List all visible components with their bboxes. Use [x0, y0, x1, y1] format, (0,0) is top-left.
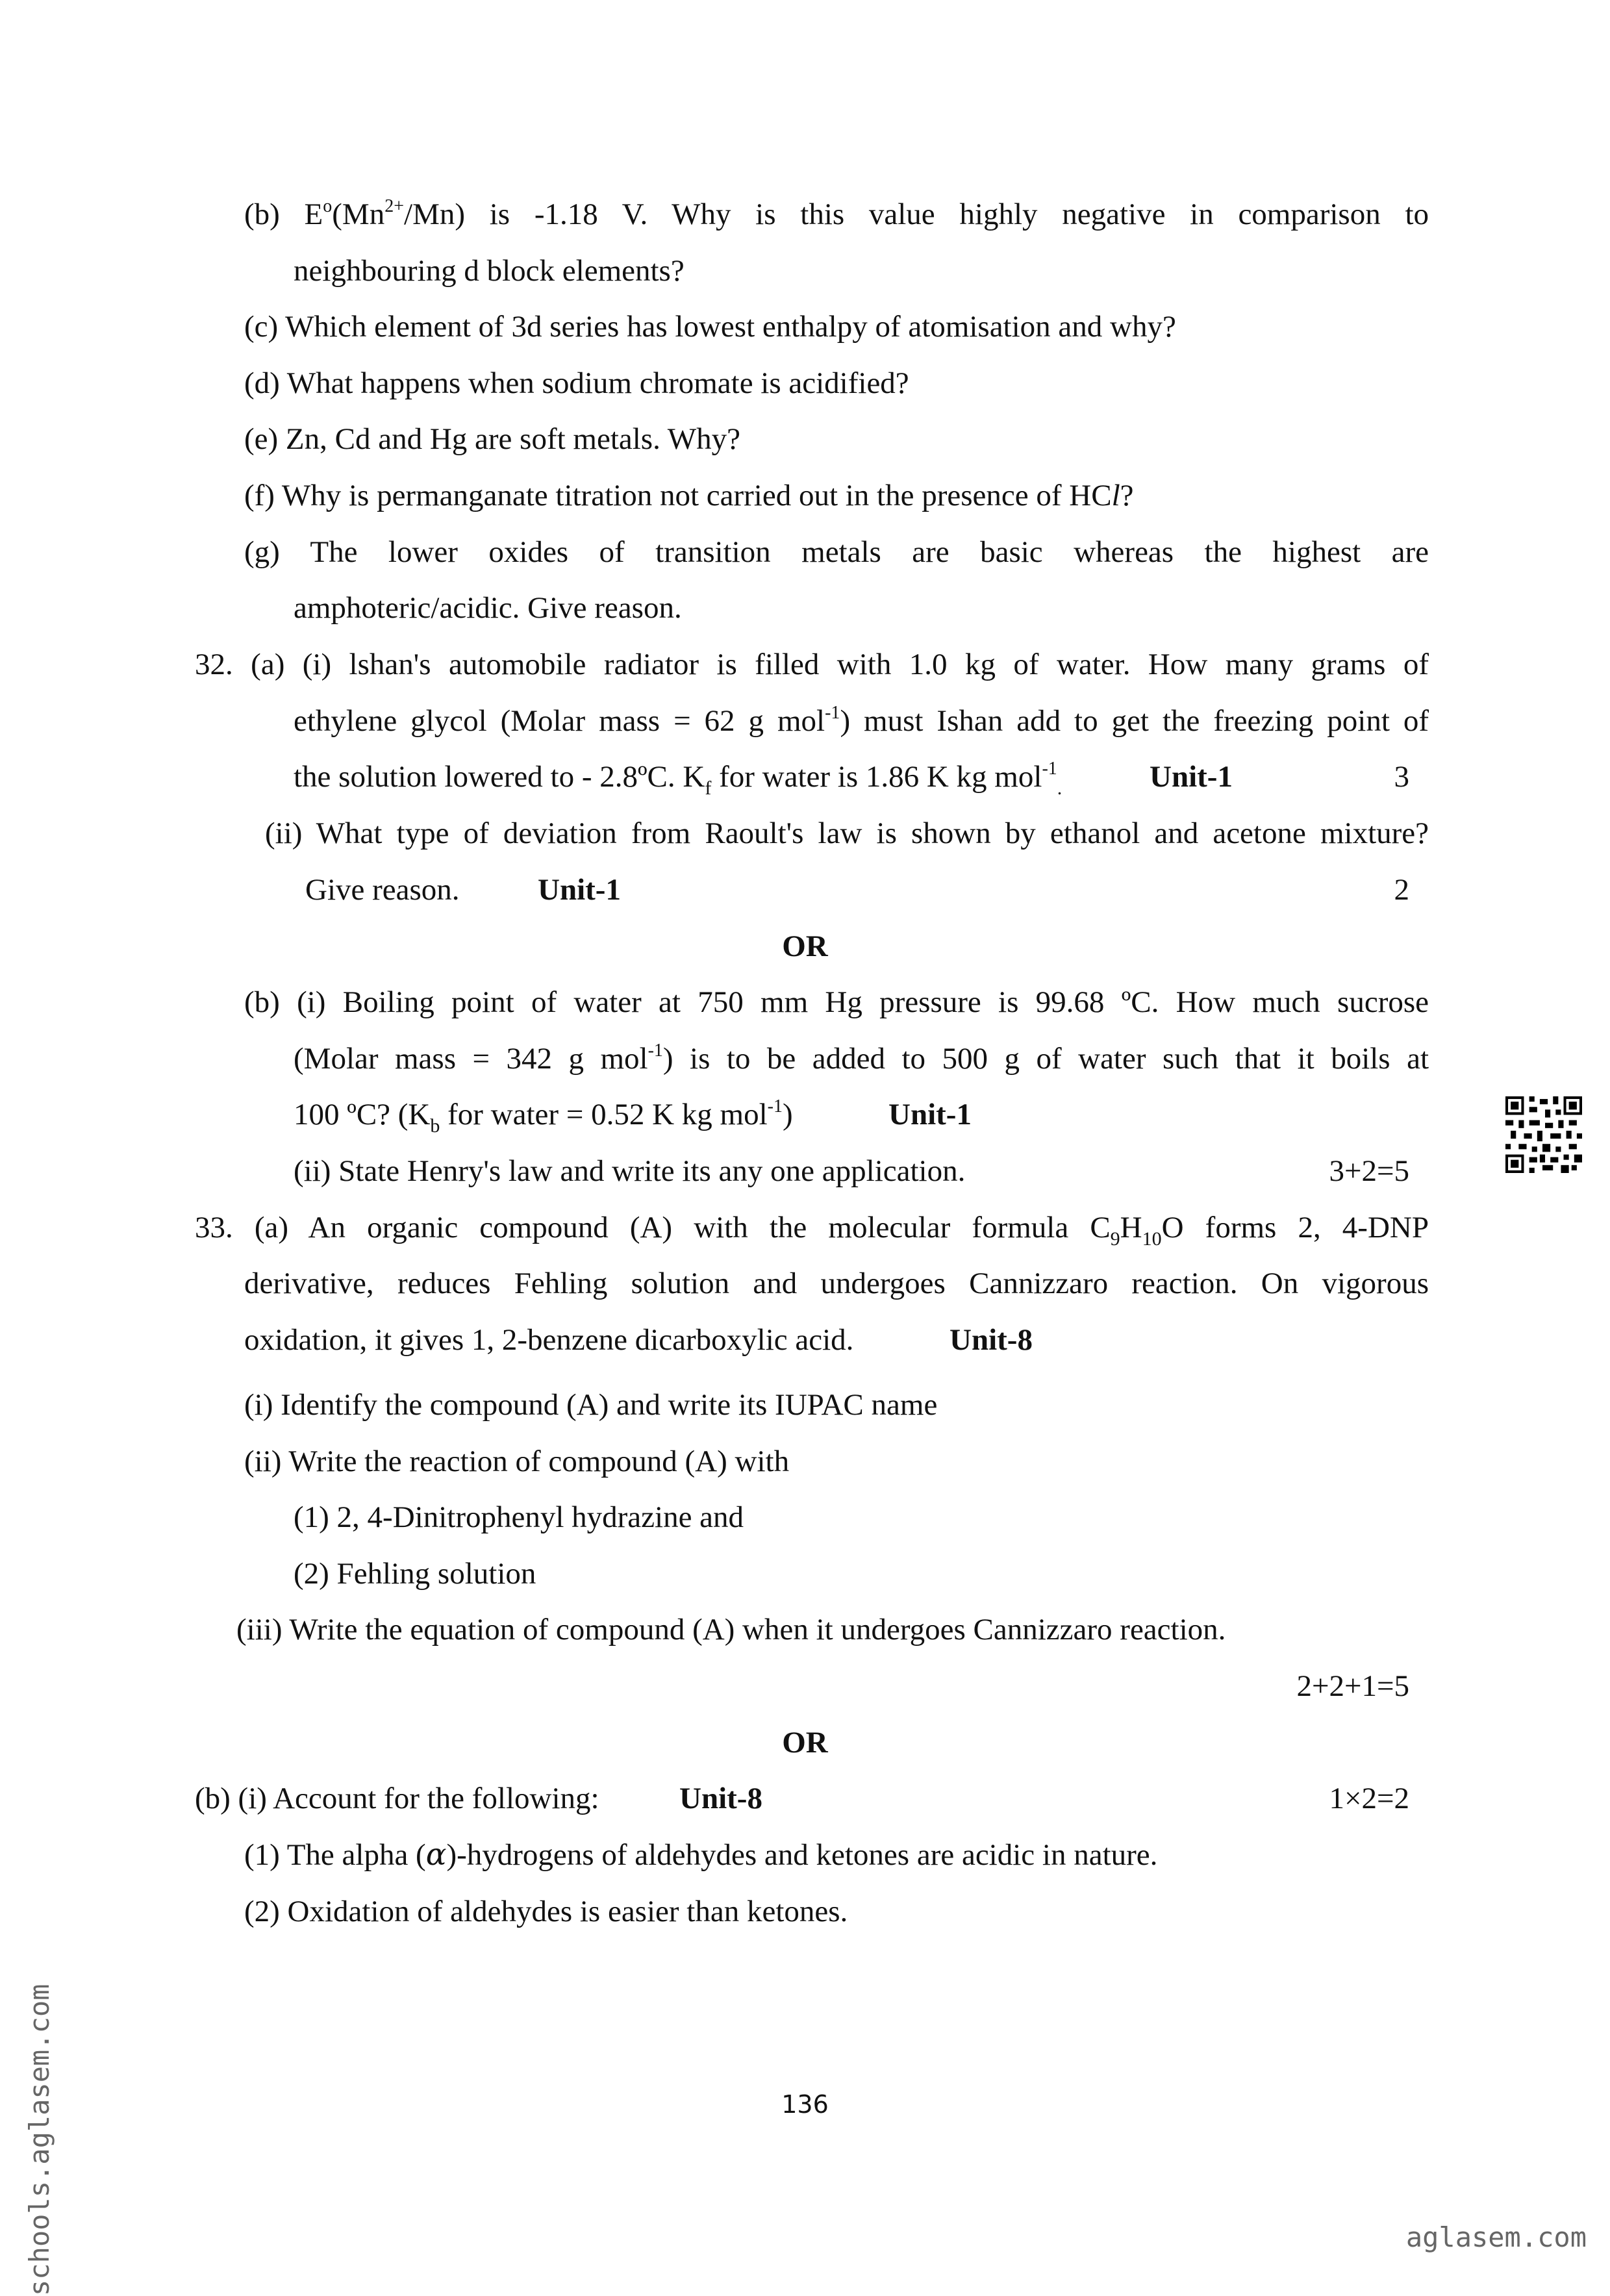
q31-c: (c) Which element of 3d series has lowest enthalpy of atomisation and why? — [244, 310, 1176, 344]
q32-a-ii-marks: 2 — [1394, 873, 1409, 907]
q33-b-unit: Unit-8 — [679, 1782, 762, 1815]
q32-or: OR — [782, 929, 828, 963]
q32-b-i-unit: Unit-1 — [888, 1098, 972, 1131]
q31-e: (e) Zn, Cd and Hg are soft metals. Why? — [244, 422, 740, 456]
q33-b-2: (2) Oxidation of aldehydes is easier than ketones. — [244, 1895, 848, 1928]
q33-a-line1: 33. (a) An organic compound (A) with the molecular formula $C_9H_{10}O$ forms 2, 4-DNP — [195, 1211, 1429, 1250]
qr-code-icon — [1505, 1096, 1582, 1173]
watermark-side: schools.aglasem.com — [23, 1984, 55, 2296]
q32-a-i-line2: ethylene glycol (Molar mass = 62 g mol$^{-1}$) must Ishan add to get the freezing point of — [294, 703, 1429, 738]
q31-g-line1: (g) The lower oxides of transition metals are basic whereas the highest are — [244, 535, 1429, 569]
q32-b-marks: 3+2=5 — [1329, 1154, 1409, 1188]
q31-b-line1: (b) $E^o(Mn^{2+}/Mn)$ is -1.18 V. Why is this value highly negative in comparison to — [244, 196, 1429, 231]
q31-d: (d) What happens when sodium chromate is acidified? — [244, 366, 909, 400]
q33-a-ii-1: (1) 2, 4-Dinitrophenyl hydrazine and — [294, 1500, 744, 1534]
q31-g-line2: amphoteric/acidic. Give reason. — [294, 591, 682, 625]
q32-b-i-line3: 100 ºC? ($K_b$ for water = 0.52 K kg mol$^{-1}$) — [294, 1096, 793, 1137]
q33-a-line3: oxidation, it gives 1, 2-benzene dicarboxylic acid. — [244, 1323, 854, 1357]
q32-a-ii-line1: (ii) What type of deviation from Raoult's law is shown by ethanol and acetone mixture? — [265, 816, 1429, 850]
q31-f: (f) Why is permanganate titration not carried out in the presence of HCl? — [244, 479, 1134, 512]
q32-a-ii-line2: Give reason. — [305, 873, 460, 907]
q32-a-ii-unit: Unit-1 — [538, 873, 621, 907]
q33-a-line2: derivative, reduces Fehling solution and undergoes Cannizzaro reaction. On vigorous — [244, 1267, 1429, 1300]
q32-b-i-line2: (Molar mass = 342 g mol$^{-1}$) is to be added to 500 g of water such that it boils at — [294, 1041, 1429, 1076]
q32-a-i-line3: the solution lowered to - 2.8ºC. $K_f$ for water is 1.86 K kg mol$^{-1}_.$ — [294, 759, 1063, 800]
watermark-corner: aglasem.com — [1405, 2221, 1587, 2253]
q33-a-i: (i) Identify the compound (A) and write its IUPAC name — [244, 1388, 938, 1422]
q33-a-ii: (ii) Write the reaction of compound (A) with — [244, 1444, 790, 1478]
q33-a-marks: 2+2+1=5 — [1296, 1669, 1409, 1703]
q32-b-ii: (ii) State Henry's law and write its any one application. — [294, 1154, 966, 1188]
q32-a-i-marks: 3 — [1394, 760, 1409, 794]
q33-or: OR — [782, 1726, 828, 1760]
q32-a-i-line1: 32. (a) (i) lshan's automobile radiator is filled with 1.0 kg of water. How many grams of — [195, 648, 1429, 681]
q32-b-i-line1: (b) (i) Boiling point of water at 750 mm Hg pressure is 99.68 ºC. How much sucrose — [244, 985, 1429, 1019]
q33-b-1: (1) The alpha (α)-hydrogens of aldehydes and ketones are acidic in nature. — [244, 1837, 1158, 1873]
q32-a-i-unit: Unit-1 — [1150, 760, 1233, 794]
page-number: 136 — [781, 2090, 829, 2119]
q33-a-unit: Unit-8 — [950, 1323, 1033, 1357]
q33-a-ii-2: (2) Fehling solution — [294, 1557, 536, 1591]
q33-b-marks: 1×2=2 — [1329, 1782, 1409, 1815]
q33-b-i: (b) (i) Account for the following: — [195, 1782, 599, 1815]
q33-a-iii: (iii) Write the equation of compound (A) when it undergoes Cannizzaro reaction. — [236, 1613, 1226, 1646]
q31-b-line2: neighbouring d block elements? — [294, 254, 685, 288]
